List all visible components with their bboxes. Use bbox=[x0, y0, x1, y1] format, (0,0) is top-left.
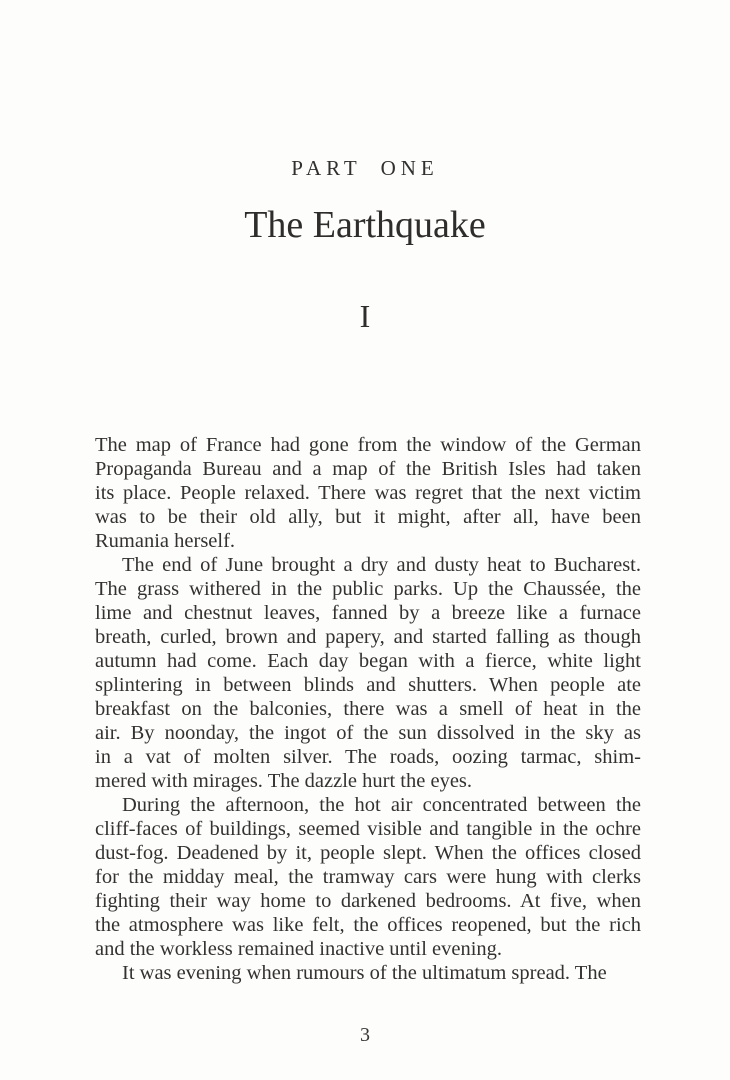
text-line: fighting their way home to darkened bedrooms. At five, when bbox=[95, 890, 641, 912]
text-line: its place. People relaxed. There was regret that the next victim bbox=[95, 482, 641, 504]
text-line: splintering in between blinds and shutters. When people ate bbox=[95, 674, 641, 696]
paragraph bbox=[95, 433, 641, 553]
text-line: mered with mirages. The dazzle hurt the eyes. bbox=[95, 770, 473, 792]
page-title: The Earthquake bbox=[244, 204, 486, 246]
text-line: dust-fog. Deadened by it, people slept. When the offices closed bbox=[95, 842, 641, 864]
text-line: It was evening when rumours of the ultimatum spread. The bbox=[122, 962, 607, 984]
paragraph bbox=[95, 793, 641, 961]
text-line: During the afternoon, the hot air concentrated between the bbox=[122, 794, 641, 816]
text-line: and the workless remained inactive until evening. bbox=[95, 938, 503, 960]
text-line: The grass withered in the public parks. Up the Chaussée, the bbox=[95, 578, 641, 600]
text-line: for the midday meal, the tramway cars were hung with clerks bbox=[95, 866, 641, 888]
chapter-numeral: I bbox=[359, 298, 371, 334]
text-line: was to be their old ally, but it might, after all, have been bbox=[95, 506, 641, 528]
text-line: lime and chestnut leaves, fanned by a breeze like a furnace bbox=[95, 602, 641, 624]
paragraph bbox=[95, 961, 641, 985]
text-line: Propaganda Bureau and a map of the British Isles had taken bbox=[95, 458, 641, 480]
text-line: The map of France had gone from the window of the German bbox=[95, 434, 641, 456]
text-line: autumn had come. Each day began with a fierce, white light bbox=[95, 650, 641, 672]
text-line: air. By noonday, the ingot of the sun dissolved in the sky as bbox=[95, 722, 641, 744]
text-line: breath, curled, brown and papery, and started falling as though bbox=[95, 626, 641, 648]
text-line: The end of June brought a dry and dusty heat to Bucharest. bbox=[122, 554, 641, 576]
text-line: cliff-faces of buildings, seemed visible and tangible in the ochre bbox=[95, 818, 641, 840]
text-line: Rumania herself. bbox=[95, 530, 236, 552]
text-line: the atmosphere was like felt, the offices reopened, but the rich bbox=[95, 914, 641, 936]
part-heading: PART ONE bbox=[291, 156, 439, 180]
text-line: in a vat of molten silver. The roads, oozing tarmac, shim- bbox=[95, 746, 641, 768]
page-number: 3 bbox=[360, 1024, 370, 1046]
body-text bbox=[95, 433, 641, 985]
paragraph bbox=[95, 553, 641, 793]
text-line: breakfast on the balconies, there was a smell of heat in the bbox=[95, 698, 641, 720]
